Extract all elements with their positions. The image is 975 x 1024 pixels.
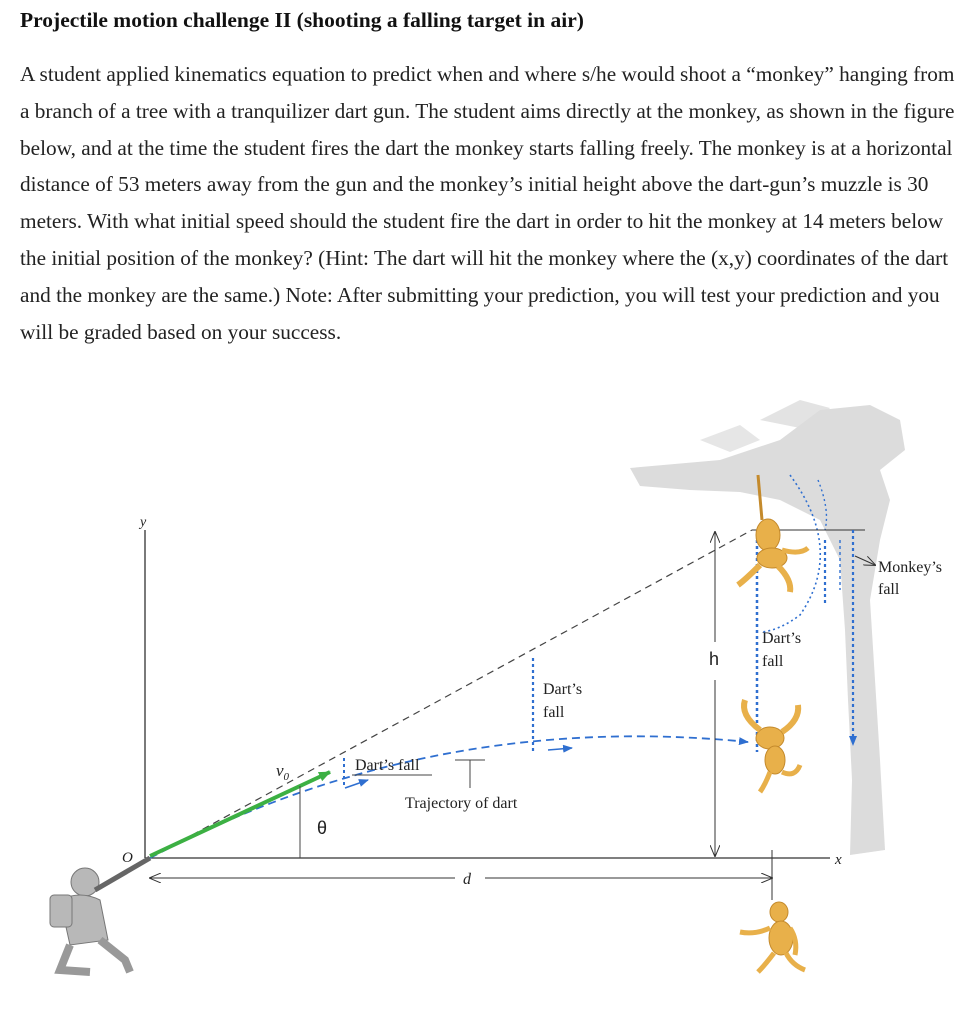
velocity-label: $v_0$ — [276, 761, 290, 783]
dart-fall-2-label: Dart’s fall — [543, 681, 583, 721]
monkey-hit — [744, 700, 800, 792]
tree — [630, 400, 905, 855]
monkeys-fall-label: Monkey’s fall — [878, 559, 942, 598]
height-label: h — [709, 649, 720, 669]
y-axis-label: y — [140, 515, 147, 530]
x-axis-label: x — [835, 852, 842, 868]
dart-fall-1-label: Dart’s fall — [355, 757, 420, 774]
origin-label: O — [122, 850, 133, 866]
distance-label: d — [463, 871, 471, 888]
trajectory-label: Trajectory of dart — [405, 795, 518, 812]
dart-fall-3-label: Dart’s fall — [762, 630, 802, 670]
student-shooter — [50, 858, 150, 972]
problem-statement: A student applied kinematics equation to predict when and where s/he would shoot a “monkey” hanging from a branch of a tree with a tranquilizer dart gun. The student aims directly at the monkey, as shown in the figure below, and at the time the student fires the dart the monkey starts falling freely. The monkey is at a horizontal distance of 53 meters away from the gun and the monkey’s initial height above the dart-gun’s muzzle is 30 meters. With what initial speed should the student fire the dart in order to hit the monkey at 14 meters below the initial position of the monkey? (Hint: The dart will hit the monkey where the (x,y) coordinates of the dart and the monkey are the same.) Note: After submitting your prediction, you will test your prediction and you will be graded based on your success. — [20, 62, 955, 344]
monkey-ground — [740, 902, 805, 972]
velocity-vector — [150, 772, 330, 856]
angle-label: θ — [317, 818, 328, 838]
trajectory-arrow-2 — [548, 748, 572, 750]
projectile-figure — [0, 380, 975, 1024]
problem-title: Projectile motion challenge II (shooting a falling target in air) — [20, 8, 584, 32]
trajectory-arrow-1 — [345, 780, 368, 788]
